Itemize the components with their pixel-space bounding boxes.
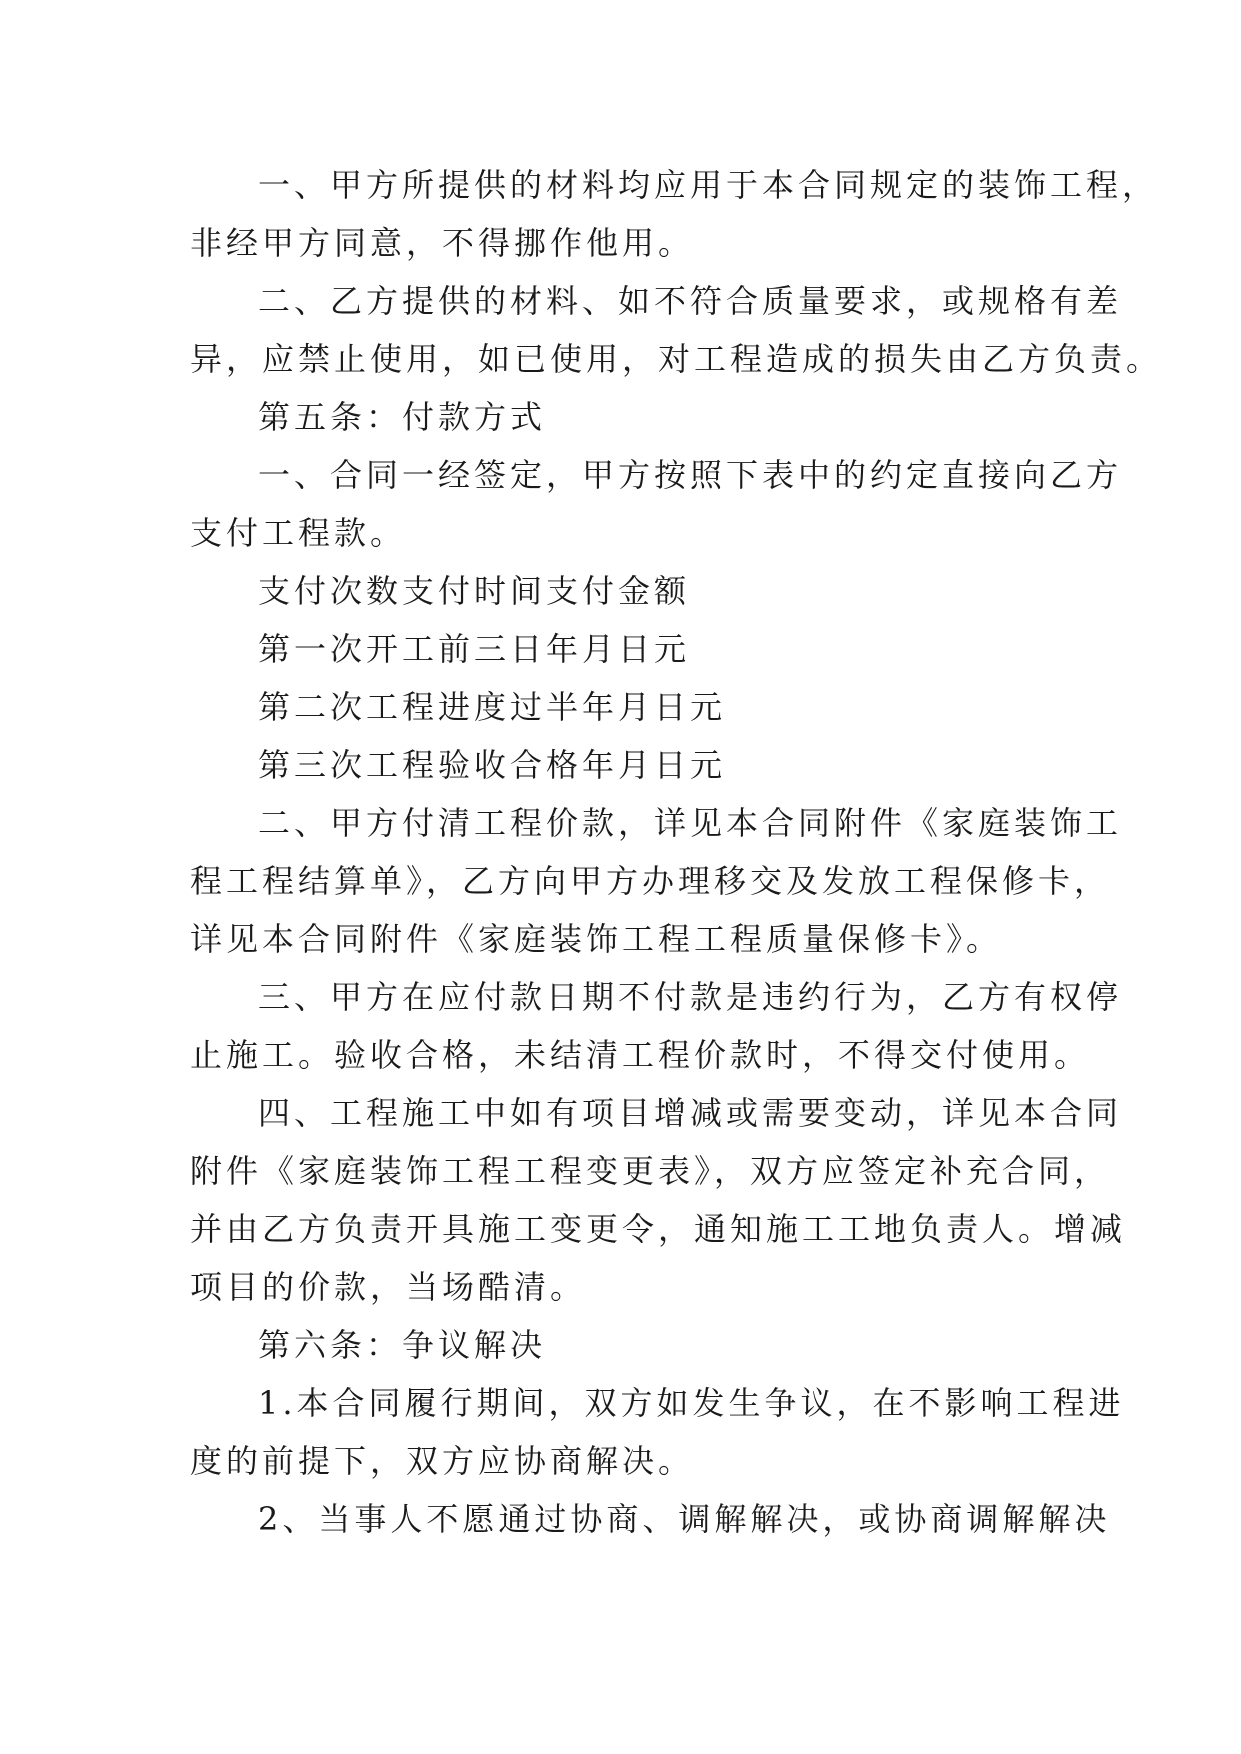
text-line: 二、乙方提供的材料、如不符合质量要求，或规格有差: [258, 282, 1123, 320]
text-line: 2、当事人不愿通过协商、调解解决，或协商调解解决: [258, 1500, 1111, 1538]
payment-table-header: 支付次数支付时间支付金额: [258, 572, 691, 610]
document-page: [190, 156, 1163, 1548]
payment-row: 第三次工程验收合格年月日元: [258, 746, 727, 784]
text-line: 非经甲方同意，不得挪作他用。: [190, 224, 695, 262]
text-line: 程工程结算单》，乙方向甲方办理移交及发放工程保修卡，: [190, 862, 1111, 900]
section-heading: 第五条：付款方式: [258, 398, 547, 436]
payment-row: 第一次开工前三日年月日元: [258, 630, 691, 668]
payment-row: 第二次工程进度过半年月日元: [258, 688, 727, 726]
text-line: 止施工。验收合格，未结清工程价款时，不得交付使用。: [190, 1036, 1091, 1074]
text-line: 一、甲方所提供的材料均应用于本合同规定的装饰工程，: [258, 166, 1159, 204]
text-line: 附件《家庭装饰工程工程变更表》，双方应签定补充合同，: [190, 1152, 1111, 1190]
text-line: 1.本合同履行期间，双方如发生争议，在不影响工程进: [258, 1384, 1125, 1422]
text-line: 三、甲方在应付款日期不付款是违约行为，乙方有权停: [258, 978, 1123, 1016]
text-line: 四、工程施工中如有项目增减或需要变动，详见本合同: [258, 1094, 1123, 1132]
text-line: 详见本合同附件《家庭装饰工程工程质量保修卡》。: [190, 920, 1003, 958]
text-line: 异，应禁止使用，如已使用，对工程造成的损失由乙方负责。: [190, 340, 1163, 378]
text-line: 度的前提下，双方应协商解决。: [190, 1442, 695, 1480]
text-line: 一、合同一经签定，甲方按照下表中的约定直接向乙方: [258, 456, 1123, 494]
text-line: 并由乙方负责开具施工变更令，通知施工工地负责人。增减: [190, 1210, 1127, 1248]
text-line: 二、甲方付清工程价款，详见本合同附件《家庭装饰工: [258, 804, 1123, 842]
section-heading: 第六条：争议解决: [258, 1326, 547, 1364]
text-line: 项目的价款，当场酷清。: [190, 1268, 587, 1306]
text-line: 支付工程款。: [190, 514, 407, 552]
